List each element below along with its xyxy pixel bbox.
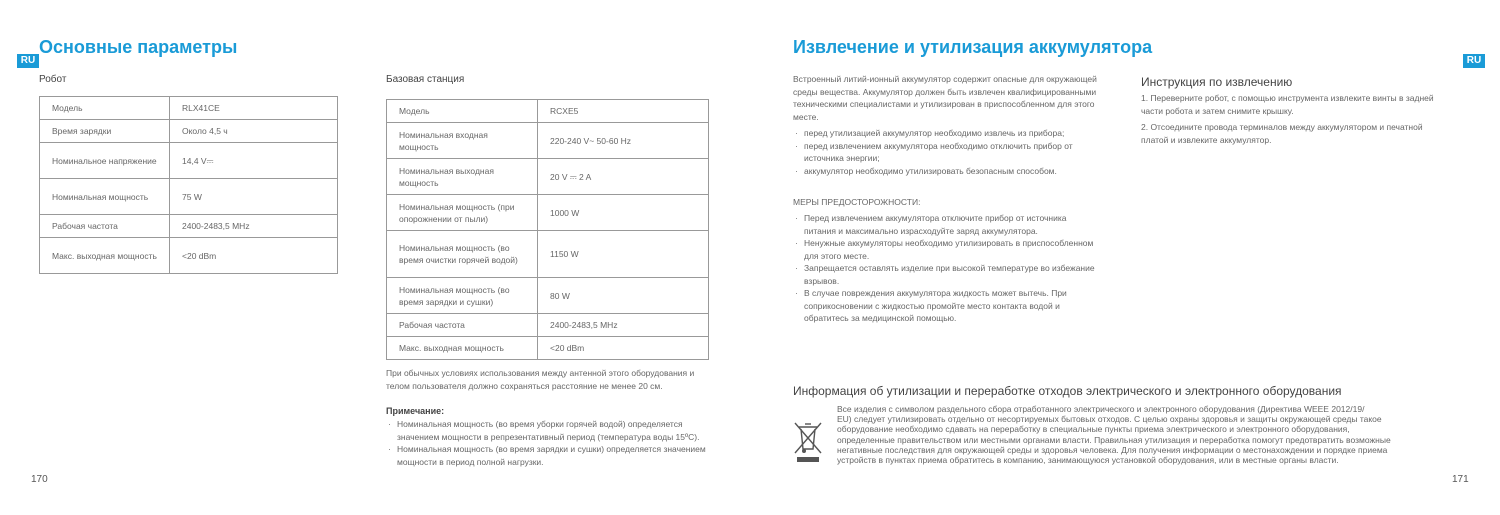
instruction-step-2: 2. Отсоедините провода терминалов между аккумулятором и печатной платой и извлеките аккумулятор. [1141, 122, 1423, 145]
spec-value: 14,4 V⎓ [170, 143, 338, 179]
bullet-item: · перед извлечением аккумулятора необходимо отключить прибор от источника энергии; [793, 140, 1103, 165]
weee-line: негативные последствия для окружающей среды и здоровья человека. Для получения информации о местонахождении и порядке приема [837, 444, 1388, 455]
spec-label: Номинальная мощность (во время очистки горячей водой) [387, 231, 538, 278]
table-row [387, 195, 709, 231]
spec-label: Время зарядки [40, 120, 170, 143]
precaution-item: · В случае повреждения аккумулятора жидкость может вытечь. При соприкосновении с жидкостью промойте место контакта водой и обратитесь за медицинской помощью. [793, 287, 1098, 325]
weee-line: EU) следует утилизировать отдельно от несортируемых бытовых отходов. С целью охраны здоровья и защиты окружающей среды такое [837, 414, 1382, 425]
page-title-left: Основные параметры [39, 37, 238, 57]
spec-label: Номинальная входная мощность [387, 123, 538, 159]
precautions-list [793, 212, 1098, 325]
distance-note: При обычных условиях использования между антенной этого оборудования и телом пользователя должно сохраняться расстояние не менее 20 см. [386, 368, 695, 391]
table-row [40, 238, 338, 274]
note-item: · Номинальная мощность (во время зарядки и сушки) определяется значением мощности в период полной нагрузки. [386, 443, 716, 468]
spec-label: Номинальная выходная мощность [387, 159, 538, 195]
spec-label: Рабочая частота [387, 314, 538, 337]
table-row [387, 314, 709, 337]
spec-value: RLX41CE [170, 97, 338, 120]
spec-value: 20 V ⎓ 2 A [538, 159, 709, 195]
table-row [40, 179, 338, 215]
bullet-item: · аккумулятор необходимо утилизировать безопасным способом. [793, 165, 1103, 178]
weee-line: оборудование необходимо сдавать на переработку в специальные пункты приема электрического и электронного оборудования, [837, 424, 1350, 435]
battery-intro: Встроенный литий-ионный аккумулятор содержит опасные для окружающей среды вещества. Аккумулятор должен быть извлечен квалифицированными техническими специалистами и утилизирован в приспособленном для этого месте. [793, 74, 1097, 122]
battery-bullets [793, 127, 1103, 177]
spec-label: Макс. выходная мощность [387, 337, 538, 360]
table-row [40, 120, 338, 143]
instruction-step-1: 1. Переверните робот, с помощью инструмента извлеките винты в задней части робота и затем снимите крышку. [1141, 93, 1434, 116]
language-badge-right: RU [1463, 54, 1485, 68]
spec-value: 2400-2483,5 MHz [170, 215, 338, 238]
precautions-title: МЕРЫ ПРЕДОСТОРОЖНОСТИ: [793, 197, 921, 207]
language-badge-left: RU [17, 54, 39, 68]
weee-line: Все изделия с символом раздельного сбора отработанного электрического и электронного оборудования (Директива WEEE 2012/19/ [837, 404, 1365, 414]
spec-value: 75 W [170, 179, 338, 215]
spec-value: RCXE5 [538, 100, 709, 123]
precaution-item: · Ненужные аккумуляторы необходимо утилизировать в приспособленном для этого месте. [793, 237, 1098, 262]
robot-heading: Робот [39, 74, 67, 85]
page-number-left: 170 [31, 474, 48, 485]
spec-value: <20 dBm [170, 238, 338, 274]
spec-label: Рабочая частота [40, 215, 170, 238]
spec-value: <20 dBm [538, 337, 709, 360]
spec-value: 1000 W [538, 195, 709, 231]
spec-label: Номинальная мощность (при опорожнении от пыли) [387, 195, 538, 231]
spec-label: Макс. выходная мощность [40, 238, 170, 274]
spec-value: 80 W [538, 278, 709, 314]
page-number-right: 171 [1452, 474, 1469, 485]
spec-value: 1150 W [538, 231, 709, 278]
note-title: Примечание: [386, 406, 445, 416]
precaution-item: · Перед извлечением аккумулятора отключите прибор от источника питания и максимально израсходуйте заряд аккумулятора. [793, 212, 1098, 237]
weee-line: устройств в пунктах приема обратитесь в компанию, занимающуюся установкой оборудования, или в местные органы власти. [837, 455, 1339, 466]
table-row [387, 123, 709, 159]
instruction-title: Инструкция по извлечению [1141, 75, 1293, 89]
table-row [387, 100, 709, 123]
bullet-item: · перед утилизацией аккумулятор необходимо извлечь из прибора; [793, 127, 1103, 140]
spec-label: Модель [40, 97, 170, 120]
robot-spec-table [39, 96, 338, 274]
weee-line: определенные правительством или местными органами власти. Правильная утилизация и переработка помогут предотвратить возможные [837, 434, 1391, 445]
spec-label: Модель [387, 100, 538, 123]
crossed-out-wheelie-bin-icon [793, 421, 823, 463]
table-row [40, 215, 338, 238]
spec-value: 2400-2483,5 MHz [538, 314, 709, 337]
spec-label: Номинальная мощность (во время зарядки и сушки) [387, 278, 538, 314]
station-heading: Базовая станция [386, 74, 465, 85]
table-row [387, 159, 709, 195]
spec-label: Номинальная мощность [40, 179, 170, 215]
spec-value: Около 4,5 ч [170, 120, 338, 143]
table-row [387, 278, 709, 314]
table-row [387, 231, 709, 278]
note-list [386, 418, 716, 468]
spec-label: Номинальное напряжение [40, 143, 170, 179]
precaution-item: · Запрещается оставлять изделие при высокой температуре во избежание взрывов. [793, 262, 1098, 287]
table-row [40, 97, 338, 120]
note-item: · Номинальная мощность (во время уборки горячей водой) определяется значением мощности в репрезентативный период (температура воды 15ºC). [386, 418, 716, 443]
spec-value: 220-240 V~ 50-60 Hz [538, 123, 709, 159]
station-spec-table [386, 99, 709, 360]
page-title-right: Извлечение и утилизация аккумулятора [793, 37, 1153, 57]
table-row [40, 143, 338, 179]
table-row [387, 337, 709, 360]
weee-text [837, 404, 1451, 465]
weee-title: Информация об утилизации и переработке отходов электрического и электронного оборудования [793, 384, 1342, 398]
